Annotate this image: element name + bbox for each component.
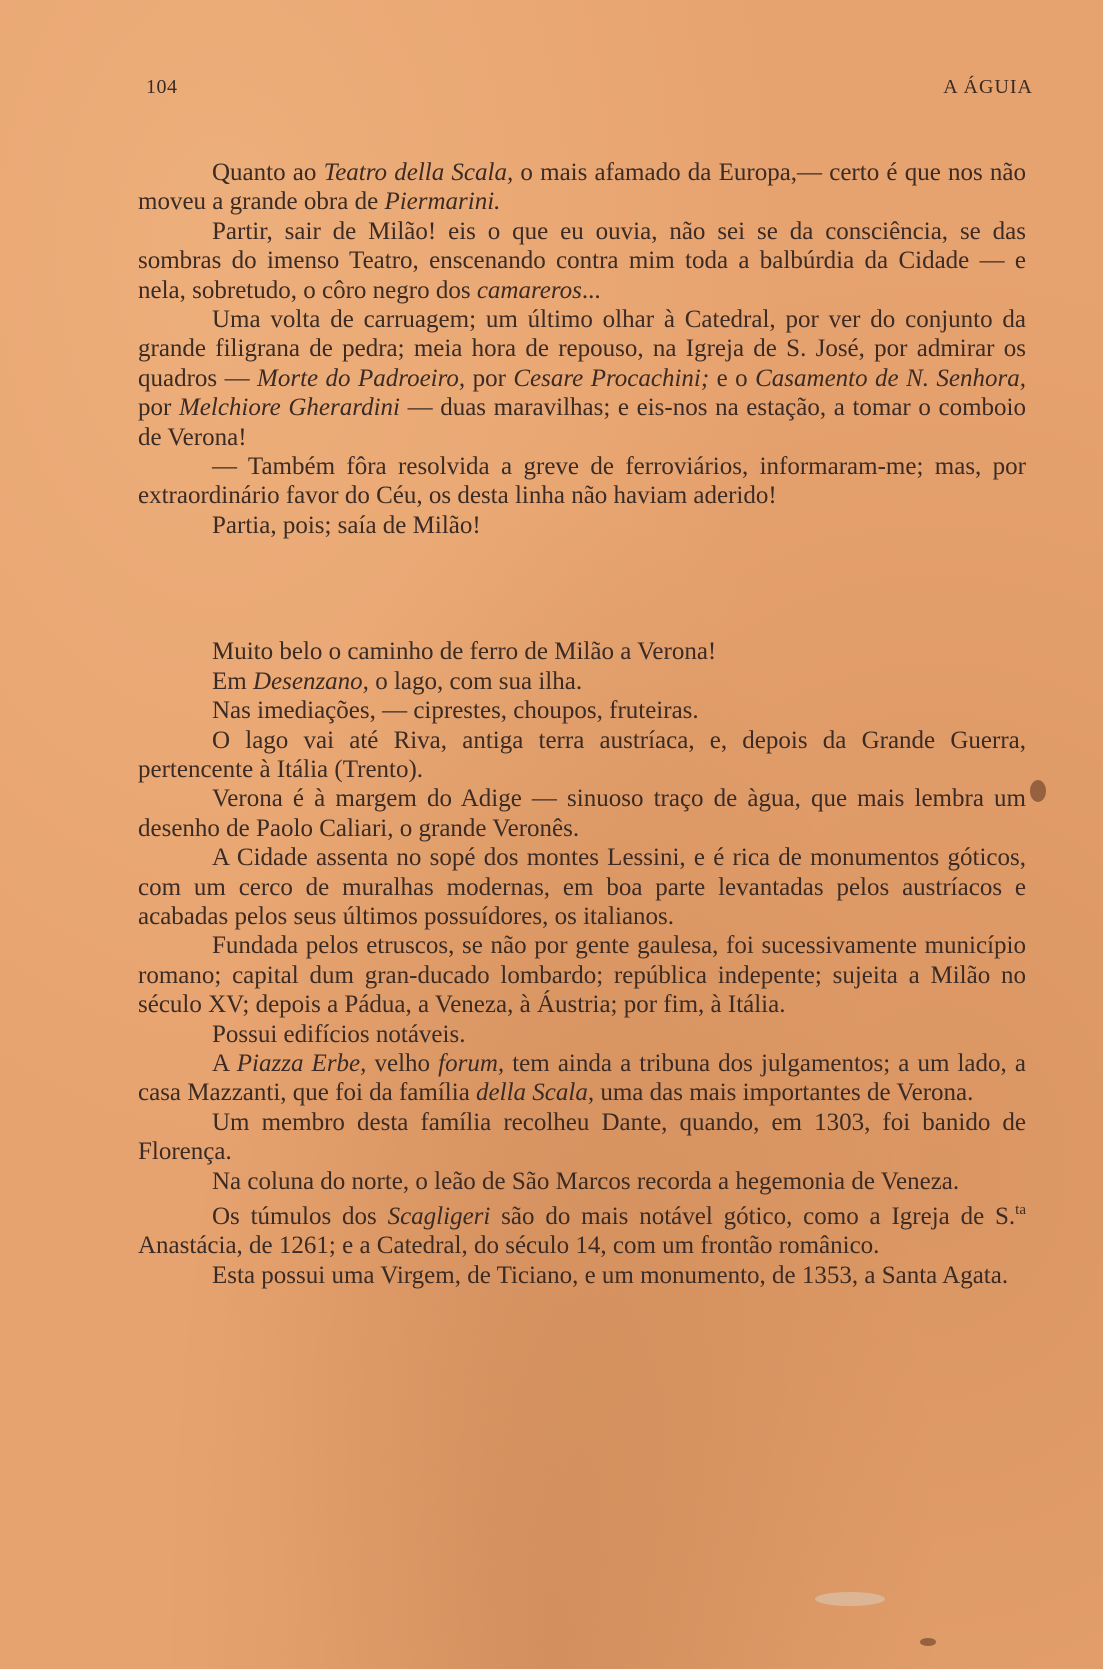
- paragraph: Partia, pois; saía de Milão!: [212, 511, 481, 539]
- text-run: são do mais notável gótico, como a Igreja de S.: [490, 1203, 1016, 1230]
- paragraph: Fundada pelos etruscos, se não por gente gaulesa, foi sucessivamente município romano; capital dum gran-ducado lombardo; república indepente; sujeita a Milão no século XV; depois a Pádua, a Veneza, à Áustria; por fim, à Itália.: [138, 932, 1026, 1019]
- text-run: ...: [581, 276, 601, 304]
- italic-text: forum,: [438, 1049, 505, 1077]
- italic-text: Casamento de N. Senhora,: [755, 364, 1027, 392]
- paragraph: [138, 158, 1026, 217]
- paragraph: Muito belo o caminho de ferro de Milão a Verona!: [212, 638, 717, 666]
- paper-blemish: [1030, 780, 1046, 802]
- paragraph: — Também fôra resolvida a greve de ferroviários, informaram-me; mas, por extraordinário favor do Céu, os desta linha não haviam aderido!: [138, 453, 1026, 510]
- paper-blemish: [920, 1638, 936, 1646]
- page-number: 104: [146, 76, 178, 98]
- italic-text: Cesare Procachini;: [513, 364, 710, 392]
- paragraph: Verona é à margem do Adige — sinuoso traço de àgua, que mais lembra um desenho de Paolo Caliari, o grande Veronês.: [138, 785, 1026, 842]
- paragraph: [138, 1196, 1026, 1261]
- text-run: Uma volta de carruagem; um último olhar à Catedral, por ver do conjunto da grande filigrana de pedra; meia hora de repouso, na Igreja de S. José, por admirar os quadros —: [138, 306, 1026, 392]
- text-run: A: [212, 1049, 237, 1077]
- running-head: [146, 76, 1033, 106]
- italic-text: Piermarini.: [384, 188, 501, 216]
- paragraph: Esta possui uma Virgem, de Ticiano, e um monumento, de 1353, a Santa Agata.: [212, 1261, 1009, 1289]
- italic-text: della Scala,: [476, 1079, 595, 1107]
- text-run: e o: [709, 364, 756, 392]
- text-run: por: [138, 394, 179, 422]
- italic-text: Melchiore Gherardini: [178, 394, 400, 422]
- text-run: Os túmulos dos: [212, 1203, 388, 1230]
- italic-text: Scagligeri: [387, 1203, 491, 1230]
- paragraph: [138, 1049, 1026, 1108]
- superscript: ta: [1015, 1202, 1026, 1218]
- text-run: o mais afamado da Europa,— certo é que nos não moveu a grande obra de: [138, 159, 1027, 216]
- italic-text: Piazza Erbe,: [236, 1049, 367, 1077]
- paragraph: Na coluna do norte, o leão de São Marcos recorda a hegemonia de Veneza.: [212, 1167, 960, 1195]
- text-run: o lago, com sua ilha.: [368, 667, 583, 695]
- text-run: Em: [212, 667, 253, 695]
- text-run: por: [465, 364, 514, 392]
- italic-text: Desenzano,: [252, 667, 369, 695]
- paragraph: Possui edifícios notáveis.: [212, 1020, 466, 1048]
- paragraph: O lago vai até Riva, antiga terra austríaca, e, depois da Grande Guerra, pertencente à Itália (Trento).: [138, 726, 1026, 783]
- paper-blemish: [815, 1592, 885, 1606]
- section-break: [138, 540, 1026, 637]
- journal-title: A ÁGUIA: [943, 76, 1033, 98]
- paragraph: Nas imediações, — ciprestes, choupos, fruteiras.: [212, 697, 699, 725]
- text-run: velho: [366, 1049, 439, 1077]
- italic-text: camareros: [476, 276, 582, 304]
- paragraph: Um membro desta família recolheu Dante, quando, em 1303, foi banido de Florença.: [138, 1108, 1026, 1166]
- text-run: Anastácia, de 1261; e a Catedral, do século 14, com um frontão românico.: [138, 1232, 880, 1260]
- paragraph: [138, 217, 1026, 305]
- text-run: — duas maravilhas; e eis-nos na estação, a tomar o comboio de Verona!: [138, 394, 1026, 451]
- text-run: Quanto ao: [212, 159, 324, 186]
- paragraph: [138, 305, 1026, 452]
- paragraph: [138, 667, 1026, 696]
- italic-text: Teatro della Scala,: [323, 159, 514, 186]
- body-text: [138, 158, 1026, 1290]
- italic-text: Morte do Padroeiro,: [257, 364, 466, 392]
- paragraph: A Cidade assenta no sopé dos montes Lessini, e é rica de monumentos góticos, com um cerco de muralhas modernas, em boa parte levantadas pelos austríacos e acabadas pelos seus últimos possuídores, os italianos.: [138, 844, 1026, 930]
- text-run: tem ainda a tribuna dos julgamentos; a um lado, a casa Mazzanti, que foi da família: [138, 1049, 1026, 1107]
- text-run: Partir, sair de Milão! eis o que eu ouvia, não sei se da consciência, se das sombras do imenso Teatro, enscenando contra mim toda a balbúrdia da Cidade — e nela, sobretudo, o côro negro dos: [138, 217, 1026, 304]
- text-run: uma das mais importantes de Verona.: [594, 1079, 974, 1107]
